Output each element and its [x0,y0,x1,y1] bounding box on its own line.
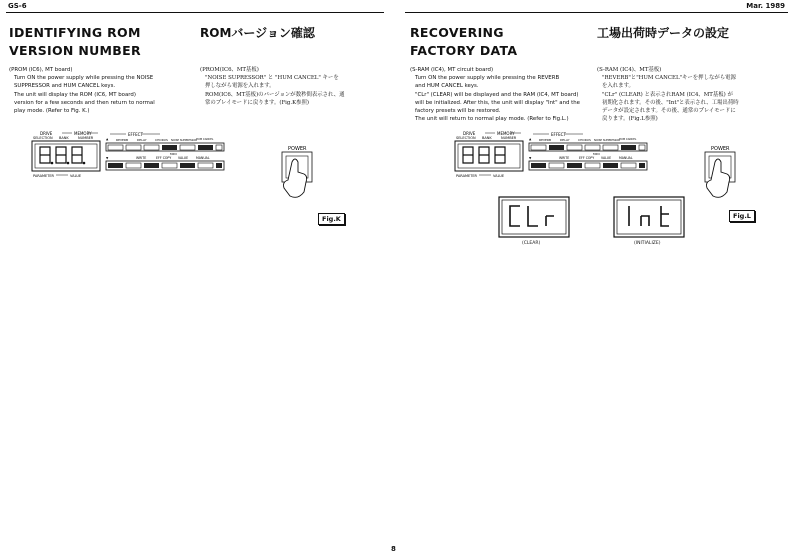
arrow-up: ▲ [529,137,532,141]
right-jp-line: データが設定されます。その後、通常のプレイモードに [602,108,736,115]
number-label: NUMBER [78,136,94,140]
right-section-title-jp: 工場出荷時データの設定 [597,26,730,40]
left-en-line: play mode. (Refer to Fig. K.) [14,108,90,115]
fig-k-label: Fig.K [318,213,345,225]
left-en-line: SUPPRESSOR and HUM CANCEL keys. [14,83,116,90]
selection-label: SELECTION [33,136,53,140]
key-label-eff-copy: EFF COPY [579,156,595,160]
caption-clear: (CLEAR) [522,241,541,246]
key-label-hum: HUM CANCEL [619,138,637,141]
drive-label: DRIVE [40,131,53,136]
right-jp-line: "REVERB"と"HUM CANCEL"キーを押しながら電源 [602,75,736,82]
right-en-line: The unit will return to normal play mode. (Refer to Fig.L.) [415,116,569,123]
arrow-down: ▼ [106,156,109,160]
right-title-line2: FACTORY DATA [410,43,518,58]
arrow-down: ▼ [529,156,532,160]
left-title-line2: VERSION NUMBER [9,43,141,58]
right-en-line: Turn ON the power supply while pressing the REVERB [415,75,560,82]
key-label-manual: MANUAL [619,156,633,160]
left-jp-line: ROM(IC6、MT基板)のバージョンが数秒間表示され、通 [205,91,345,98]
left-japanese-body [200,66,380,107]
memory-label: MEMORY [497,131,515,136]
key-label-chorus: CHORUS [155,138,168,142]
left-en-line: Turn ON the power supply while pressing the NOISE [14,75,154,82]
left-en-line: (PROM (IC6), MT board) [9,67,73,73]
header-rule-left [6,12,384,13]
left-jp-line: 常のプレイモードに戻ります。(Fig.K参照) [205,99,309,106]
selection-label: SELECTION [456,136,476,140]
key-label-delay: DELAY [560,138,570,142]
right-jp-line: "CLr" (CLEAR) と表示されRAM (IC4、MT基板) が [602,91,733,98]
left-jp-line: (PROM(IC6、MT基板) [200,67,259,73]
right-title-line1: RECOVERING [410,25,504,40]
left-english-body [9,66,194,115]
key-label-value: VALUE [178,156,189,160]
left-title-line1: IDENTIFYING ROM [9,25,141,40]
bank-label: BANK [482,136,492,140]
key-label-write: WRITE [136,156,147,160]
model-header: GS-6 [8,2,27,10]
value-label: VALUE [493,174,505,178]
right-en-line: will be initialized. After this, the unit will display "Int" and the [415,99,580,106]
right-jp-line: を入れます。 [602,83,634,90]
right-en-line: "CLr" (CLEAR) will be displayed and the RAM (IC4, MT board) [415,91,579,98]
caption-initialize: (INITIALIZE) [634,241,661,246]
right-jp-line: 戻ります。(Fig.L参照) [602,116,658,123]
effect-label: EFFECT [128,132,143,137]
left-en-line: The unit will display the ROM (IC6, MT board) [14,91,136,98]
key-label-delay: DELAY [137,138,147,142]
right-english-body [410,66,600,123]
key-label-noise: NOISE SUPPRESSOR [171,139,198,142]
header-rule-right [405,12,788,13]
right-jp-line: (S-RAM (IC4)、MT基板) [597,67,662,73]
left-en-line: version for a few seconds and then return to normal [14,99,155,106]
left-jp-line: "NOISE SUPRESSOR" と "HUM CANCEL" キーを [205,75,339,82]
effect-label: EFFECT [551,132,566,137]
power-label: POWER [288,146,307,152]
date-header: Mar. 1989 [746,2,785,10]
number-label: NUMBER [501,136,517,140]
power-label: POWER [711,146,730,152]
right-section-title [410,25,517,59]
key-label-reverb: REVERB [116,138,129,142]
key-label-hum: HUM CANCEL [196,138,214,141]
value-label: VALUE [70,174,82,178]
key-label-chorus: CHORUS [578,138,591,142]
parameter-label: PARAMETER [33,174,54,178]
left-section-title-jp: ROMバージョン確認 [200,26,315,40]
bank-label: BANK [59,136,69,140]
key-label-value: VALUE [601,156,612,160]
key-label-write: WRITE [559,156,570,160]
key-label-noise: NOISE SUPPRESSOR [594,139,621,142]
display-initialize [613,196,685,238]
display-clear [498,196,570,238]
fig-l-label: Fig.L [729,210,755,222]
drive-label: DRIVE [463,131,476,136]
parameter-label: PARAMETER [456,174,477,178]
key-label-reverb: REVERB [539,138,552,142]
midi-label: MIDI [593,152,600,156]
key-label-manual: MANUAL [196,156,210,160]
left-jp-line: 押しながら電源を入れます。 [205,83,275,90]
arrow-up: ▲ [106,137,109,141]
key-label-eff-copy: EFF COPY [156,156,172,160]
right-en-line: factory presets will be restored. [415,108,501,115]
memory-label: MEMORY [74,131,92,136]
right-japanese-body [597,66,787,123]
midi-label: MIDI [170,152,177,156]
right-en-line: (S-RAM (IC4), MT circuit board) [410,67,494,73]
panel-diagram-fig-k [30,128,330,208]
page-number: 8 [391,545,396,553]
right-jp-line: 初期化されます。その後、"Int"と表示され、工場出荷時 [602,99,739,106]
right-en-line: and HUM CANCEL keys. [415,83,479,90]
left-section-title [9,25,141,59]
